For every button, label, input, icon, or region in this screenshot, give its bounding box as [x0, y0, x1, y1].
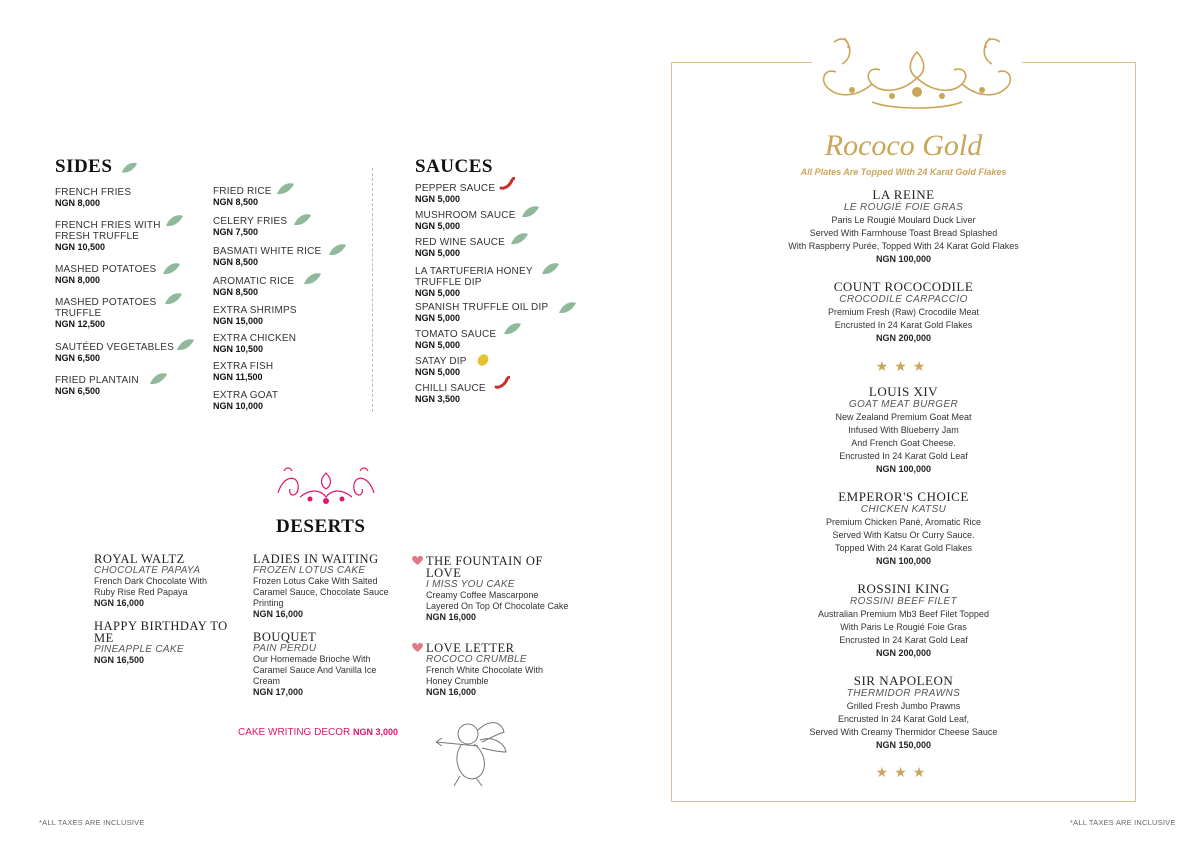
- menu-item: EMPEROR'S CHOICE CHICKEN KATSU Premium Chicken Pané, Aromatic Rice Served With Katsu Or Curry Sauce. Topped With 24 Karat Gold Flakes NGN 100,000: [825, 489, 982, 566]
- list-item: FRIED PLANTAIN NGN 6,500: [55, 375, 139, 396]
- rococo-title: Rococo Gold: [824, 129, 983, 162]
- footer-note-right: *ALL TAXES ARE INCLUSIVE: [1070, 818, 1176, 827]
- list-item: MASHED POTATOES TRUFFLE NGN 12,500: [55, 297, 157, 329]
- leaf-icon: [502, 322, 522, 336]
- leaf-icon: [275, 182, 295, 196]
- list-item: HAPPY BIRTHDAY TO ME PINEAPPLE CAKE NGN 16,500: [94, 619, 228, 665]
- list-item: MASHED POTATOES NGN 8,000: [55, 264, 157, 285]
- list-item: MUSHROOM SAUCE NGN 5,000: [415, 210, 516, 231]
- list-item: LADIES IN WAITING FROZEN LOTUS CAKE Frozen Lotus Cake With Salted Caramel Sauce, Chocolate Sauce Printing NGN 16,000: [253, 552, 389, 619]
- chili-icon: [494, 376, 510, 390]
- cake-writing-decor: [238, 727, 398, 738]
- gold-ornament-icon: [812, 32, 1022, 114]
- rococo-subtitle: All Plates Are Topped With 24 Karat Gold Flakes: [800, 167, 1007, 177]
- leaf-icon: [163, 292, 183, 306]
- menu-item: LOUIS XIV GOAT MEAT BURGER New Zealand Premium Goat Meat Infused With Blueberry Jam And French Goat Cheese. Encrusted In 24 Karat Gold Leaf NGN 100,000: [835, 384, 972, 474]
- leaf-icon: [164, 214, 184, 228]
- list-item: FRIED RICE NGN 8,500: [213, 186, 272, 207]
- list-item: LA TARTUFERIA HONEY TRUFFLE DIP NGN 5,000: [415, 266, 533, 298]
- menu-item: LA REINE LE ROUGIÉ FOIE GRAS Paris Le Rougié Moulard Duck Liver Served With Farmhouse Toast Bread Splashed With Raspberry Purée, Topped With 24 Karat Gold Flakes NGN 100,000: [788, 187, 1019, 264]
- list-item: FRENCH FRIES NGN 8,000: [55, 187, 132, 208]
- leaf-icon: [175, 338, 195, 352]
- cake-writing-label: CAKE WRITING DECOR: [238, 727, 351, 738]
- list-item: PEPPER SAUCE NGN 5,000: [415, 183, 496, 204]
- menu-item: ROSSINI KING ROSSINI BEEF FILET Australian Premium Mb3 Beef Filet Topped With Paris Le Rougié Foie Gras Encrusted In 24 Karat Gold Leaf NGN 200,000: [818, 581, 989, 658]
- deserts-title: DESERTS: [276, 516, 366, 537]
- leaf-icon: [509, 232, 529, 246]
- list-item: EXTRA FISH NGN 11,500: [213, 361, 274, 382]
- menu-item: SIR NAPOLEON THERMIDOR PRAWNS Grilled Fresh Jumbo Prawns Encrusted In 24 Karat Gold Leaf, Served With Creamy Thermidor Cheese Sauce NGN 150,000: [809, 673, 998, 750]
- list-item: RED WINE SAUCE NGN 5,000: [415, 237, 506, 258]
- divider: [372, 168, 373, 412]
- cake-writing-price: NGN 3,000: [353, 727, 399, 737]
- list-item: EXTRA GOAT NGN 10,000: [213, 390, 279, 411]
- sides-title: SIDES: [55, 156, 138, 178]
- leaf-icon: [292, 213, 312, 227]
- list-item: SATAY DIP NGN 5,000: [415, 356, 467, 377]
- leaf-icon: [302, 272, 322, 286]
- peanut-icon: [475, 353, 491, 367]
- list-item: EXTRA SHRIMPS NGN 15,000: [213, 305, 297, 326]
- heart-icon: [411, 642, 424, 653]
- list-item: TOMATO SAUCE NGN 5,000: [415, 329, 497, 350]
- leaf-icon: [557, 301, 577, 315]
- leaf-icon: [520, 205, 540, 219]
- stars-divider: ★★★: [875, 358, 932, 374]
- list-item: AROMATIC RICE NGN 8,500: [213, 276, 295, 297]
- leaf-icon: [120, 161, 138, 175]
- list-item: THE FOUNTAIN OF LOVE I MISS YOU CAKE Creamy Coffee Mascarpone Layered On Top Of Chocolate Cake NGN 16,000: [426, 554, 569, 622]
- list-item: BASMATI WHITE RICE NGN 8,500: [213, 246, 322, 267]
- stars-divider: ★★★: [875, 764, 932, 780]
- list-item: CHILLI SAUCE NGN 3,500: [415, 383, 486, 404]
- list-item: SPANISH TRUFFLE OIL DIP NGN 5,000: [415, 302, 549, 323]
- cupid-icon: [432, 712, 512, 790]
- leaf-icon: [161, 262, 181, 276]
- sauces-title: SAUCES: [415, 156, 493, 177]
- pink-ornament-icon: [270, 463, 382, 507]
- list-item: EXTRA CHICKEN NGN 10,500: [213, 333, 297, 354]
- list-item: CELERY FRIES NGN 7,500: [213, 216, 288, 237]
- list-item: FRENCH FRIES WITH FRESH TRUFFLE NGN 10,500: [55, 220, 161, 252]
- menu-item: COUNT ROCOCODILE CROCODILE CARPACCIO Premium Fresh (Raw) Crocodile Meat Encrusted In 24 Karat Gold Flakes NGN 200,000: [827, 279, 980, 343]
- leaf-icon: [148, 372, 168, 386]
- leaf-icon: [540, 262, 560, 276]
- footer-note-left: *ALL TAXES ARE INCLUSIVE: [39, 818, 145, 827]
- heart-icon: [411, 555, 424, 566]
- chili-icon: [499, 177, 515, 191]
- leaf-icon: [327, 243, 347, 257]
- list-item: LOVE LETTER ROCOCO CRUMBLE French White Chocolate With Honey Crumble NGN 16,000: [426, 641, 544, 697]
- list-item: SAUTÉED VEGETABLES NGN 6,500: [55, 342, 175, 363]
- list-item: BOUQUET PAIN PERDU Our Homemade Brioche With Caramel Sauce And Vanilla Ice Cream NGN 17,000: [253, 630, 377, 697]
- list-item: ROYAL WALTZ CHOCOLATE PAPAYA French Dark Chocolate With Ruby Rise Red Papaya NGN 16,000: [94, 552, 208, 608]
